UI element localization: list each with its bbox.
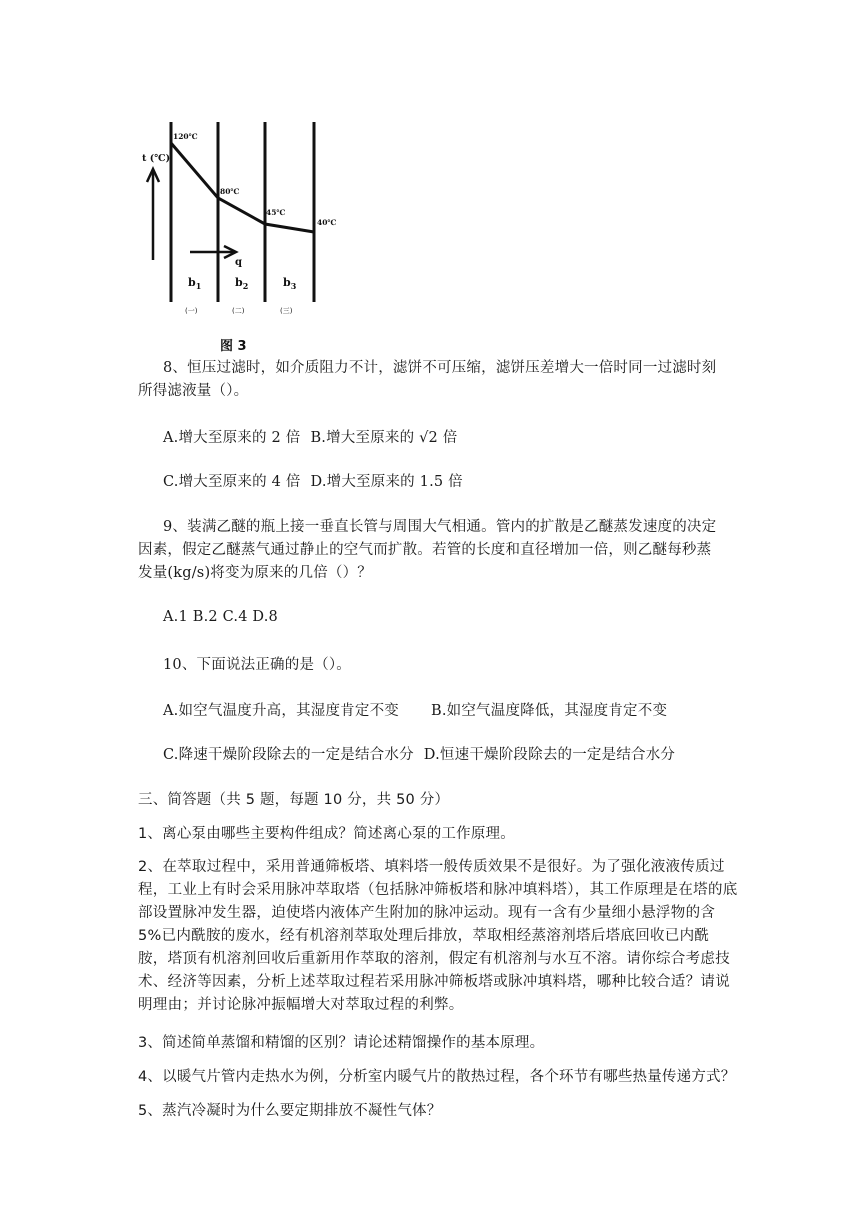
figure-svg [138,112,358,357]
question-8-option-c: C.增大至原来的 4 倍 [163,474,301,490]
question-8-option-d: D.增大至原来的 1.5 倍 [310,474,463,490]
heat-flux-label: q [235,257,242,268]
layer-label-1: $b_1$ [188,276,202,291]
question-8-option-b: B.增大至原来的 √2 倍 [310,430,458,446]
temp-label-1: 120℃ [173,132,198,141]
question-9-line-1: 9、装满乙醚的瓶上接一垂直长管与周围大气相通。管内的扩散是乙醚蒸发速度的决定 [163,519,717,535]
temp-label-4: 40℃ [317,218,337,227]
short-answer-4: 4、以暖气片管内走热水为例，分析室内暖气片的散热过程，各个环节有哪些热量传递方式？ [138,1069,736,1085]
wall-temperature-figure [138,112,358,357]
t-axis-label: t (℃) [142,153,171,164]
question-10-option-d: D.恒速干燥阶段除去的一定是结合水分 [423,747,676,763]
question-10-option-b: B.如空气温度降低，其湿度肯定不变 [430,703,668,719]
question-9-options: A.1 B.2 C.4 D.8 [163,609,278,625]
layer-number-3: (三) [280,307,293,315]
temp-label-2: 80℃ [220,187,240,196]
section-3-heading: 三、简答题（共 5 题，每题 10 分，共 50 分） [138,792,450,808]
layer-label-2: $b_2$ [235,276,249,291]
temp-label-3: 45℃ [266,208,286,217]
question-10-option-a: A.如空气温度升高，其湿度肯定不变 [163,703,399,719]
question-10-options-ab [163,699,667,720]
short-answer-5: 5、蒸汽冷凝时为什么要定期排放不凝性气体？ [138,1103,442,1119]
short-answer-2: 2、在萃取过程中，采用普通筛板塔、填料塔一般传质效果不是很好。为了强化液液传质过程，工业上有时会采用脉冲萃取塔（包括脉冲筛板塔和脉冲填料塔），其工作原理是在塔的底部设置脉冲发生器，迫使塔内液体产生附加的脉冲运动。现有一含有少量细小悬浮物的含 5%已内酰胺的废水，经有机溶剂萃取处理后排放，萃取相经蒸溶剂塔后塔底回收已内酰胺，塔顶有机溶剂回收后重新用作萃取的溶剂，假定有机溶剂与水互不溶。请你综合考虑技术、经济等因素，分析上述萃取过程若采用脉冲筛板塔或脉冲填料塔，哪种比较合适？请说明理由；并讨论脉冲振幅增大对萃取过程的利弊。 [138,859,738,1013]
layer-number-2: (二) [232,307,245,315]
question-10-stem: 10、下面说法正确的是（）。 [163,657,351,673]
question-8-option-a: A.增大至原来的 2 倍 [163,430,301,446]
layer-number-1: (一) [185,307,198,315]
question-9-line-3: 发量(kg/s)将变为原来的几倍（）？ [138,565,373,581]
question-8-line-1: 8、恒压过滤时，如介质阻力不计，滤饼不可压缩，滤饼压差增大一倍时同一过滤时刻 [163,360,717,376]
temperature-profile-line [171,143,314,232]
question-8-line-2: 所得滤液量（）。 [138,383,249,399]
question-10-options-cd [163,743,675,764]
question-8-options-ab [163,426,458,447]
layer-label-3: $b_3$ [283,276,297,291]
figure-caption: 图 3 [220,339,247,354]
question-9-line-2: 因素，假定乙醚蒸气通过静止的空气而扩散。若管的长度和直径增加一倍，则乙醚每秒蒸 [138,542,712,558]
short-answer-1: 1、离心泵由哪些主要构件组成？简述离心泵的工作原理。 [138,826,515,842]
question-10-option-c: C.降速干燥阶段除去的一定是结合水分 [163,747,414,763]
short-answer-3: 3、简述简单蒸馏和精馏的区别？请论述精馏操作的基本原理。 [138,1035,545,1051]
question-8-options-cd [163,470,463,491]
